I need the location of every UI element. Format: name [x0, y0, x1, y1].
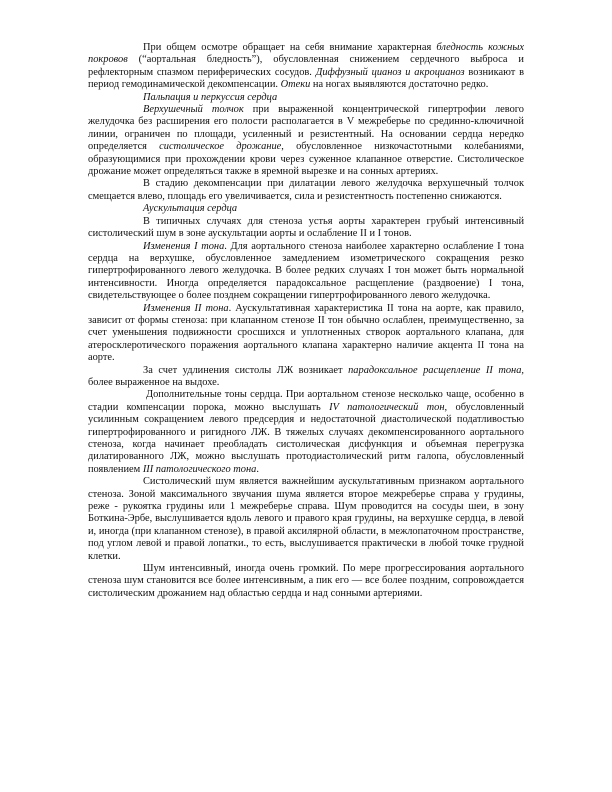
- text-segment: За счет удлинения систолы ЛЖ возникает: [143, 364, 349, 376]
- body-paragraph: [88, 42, 524, 92]
- text-segment: возникают в период гемодинамической декомпенсации.: [88, 66, 524, 91]
- emphasis-text: IV патологический тон: [329, 401, 445, 413]
- text-segment: , обусловленный усилинным сокращением левого предсердия и недостаточной диастолической податливостью гипертрофированного и ригидного ЛЖ. В тяжелых случаях декомпенсированного аортального стеноза, когда начинает преобладать систолическая дисфункция и объемная перегрузка дилатированного ЛЖ, можно выслушать протодиастолический ритм галопа, обусловленный появлением: [88, 401, 525, 475]
- emphasis-text: бледность кожных покровов: [88, 42, 524, 66]
- body-paragraph: [88, 303, 524, 365]
- text-segment: В стадию декомпенсации при дилатации левого желудочка верхушечный толчок смещается влево, площадь его увеличивается, сила и резистентность постепенно снижаются.: [88, 178, 524, 202]
- text-segment: Дополнительные тоны сердца. При аортальном стенозе несколько чаще, особенно в стадии компенсации порока, можно выслушать: [88, 389, 524, 413]
- text-segment: В типичных случаях для стеноза устья аорты характерен грубый интенсивный систолический шум в зоне аускультации аорты и ослабление II и I тонов.: [88, 215, 524, 240]
- body-paragraph: [88, 365, 524, 390]
- emphasis-text: парадоксальное расщепление II тона,: [348, 364, 524, 376]
- body-paragraph: [88, 216, 524, 241]
- section-heading: [88, 92, 524, 104]
- text-segment: более выраженное на выдохе.: [88, 376, 220, 388]
- body-paragraph: [88, 241, 524, 303]
- text-segment: Систолический шум является важнейшим аускультативным признаком аортального стеноза. Зоной максимального звучания шума является второе межреберье справа у грудины, реже - рукоятка грудины или 1 межреберье справа. Шум проводится на сосуды шеи, в зону Боткина-Эрбе, выслушивается вдоль левого и правого края грудины, на верхушке сердца, в левой и, иногда (при клапанном стенозе), в правой аксилярной области, в межлопаточном пространстве, под углом левой и правой лопатки., то есть, выслушивается практически в любой точке грудной клетки.: [88, 476, 524, 562]
- text-segment: . Аускультативная характеристика II тона на аорте, как правило, зависит от формы стеноза: при клапанном стенозе II тон обычно ослаблен, преимущественно, за счет уменьшения подвижности сросшихся и уплотненных створок аортального клапана, для атеросклеротического поражения аортального клапана характерно наличие акцента II тона на аорте.: [88, 302, 524, 364]
- emphasis-text: систолическое дрожание: [159, 141, 282, 153]
- emphasis-text: Изменения I тона: [143, 240, 225, 252]
- text-segment: при выраженной концентрической гипертрофии левого желудочка без расширения его полости располагается в V межреберье по срединно-ключичной линии, ограничен по площади, усиленный и резистентный. На основании сердца нередко определяется: [88, 104, 524, 153]
- emphasis-text: Диффузный цианоз и акроцианоз: [315, 66, 465, 78]
- text-segment: Пальпация и перкуссия сердца: [143, 91, 278, 103]
- body-paragraph: [88, 563, 524, 600]
- text-segment: . Для аортального стеноза наиболее характерно ослабление I тона сердца на верхушке, обусловленное замедлением изометрического сокращения резко гипертрофированного левого желудочка. В более редких случаях I тон может быть нормальной интенсивности. Иногда определяется парадоксальное расщепление (раздвоение) I тона, свидетельствующее о более позднем сокращении гипертрофированного левого желудочка.: [88, 240, 524, 302]
- text-segment: Шум интенсивный, иногда очень громкий. По мере прогрессирования аортального стеноза шум становится все более интенсивным, а пик его — все более поздним, сопровождается систолическим дрожанием над областью сердца и над сонными артериями.: [88, 563, 524, 599]
- body-paragraph: [88, 389, 524, 476]
- emphasis-text: Отеки: [280, 79, 311, 91]
- body-paragraph: [88, 476, 524, 563]
- text-segment: на ногах выявляются достаточно редко.: [310, 79, 489, 91]
- section-heading: [88, 203, 524, 215]
- text-segment: При общем осмотре обращает на себя внимание характерная: [143, 42, 437, 53]
- text-segment: , обусловленное низкочастотными колебаниями, образующимися при прохождении крови через суженное клапанное отверстие. Систолическое дрожание может определяться также в яремной вырезке и на сонных артериях.: [88, 141, 525, 178]
- text-segment: .: [256, 463, 259, 475]
- emphasis-text: Верхушечный толчок: [143, 104, 244, 116]
- document-page: [88, 42, 524, 600]
- emphasis-text: III патологического тона: [142, 463, 257, 475]
- text-segment: (“аортальная бледность”), обусловленная снижением сердечного выброса и рефлекторным спазмом периферических сосудов.: [88, 54, 524, 78]
- text-segment: Аускультация сердца: [143, 203, 238, 215]
- body-paragraph: [88, 104, 524, 178]
- emphasis-text: Изменения II тона: [143, 302, 229, 314]
- body-paragraph: [88, 178, 524, 203]
